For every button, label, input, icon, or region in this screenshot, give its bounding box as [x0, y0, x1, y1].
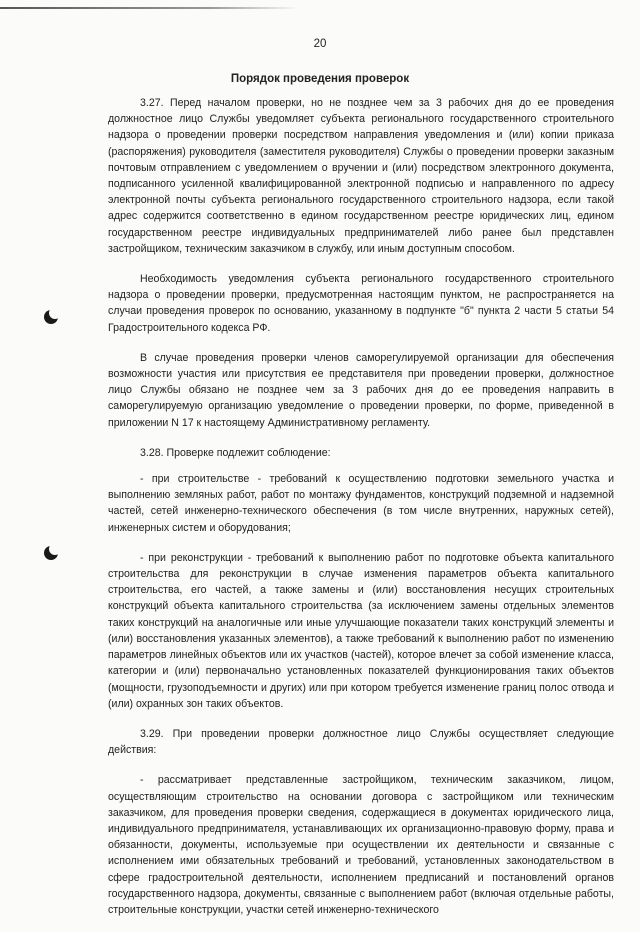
paragraph-3-28: 3.28. Проверке подлежит соблюдение:: [140, 446, 331, 459]
paragraph-reconstruction-requirements: - при реконструкции - требований к выполнению работ по подготовке объекта капитального строительства для реконструкции в случае изменения параметров объекта капитального строительства, его частей, а также замены и (или) восстановления несущих строительных конструкций объекта капитального строительства (за исключением замены отдельных элементов таких конструкций на аналогичные или иные улучшающие показатели таких конструкций элементы и (или) восстановления указанных элементов), а также требований к выполнению работ по изменению параметров линейных объектов или их участков (частей), которое влечет за собой изменение класса, категории и (или) первоначально установленных показателей функционирования таких объектов (мощности, грузоподъемности и других) или при котором требуется изменение границ полос отвода и (или) охранных зон таких объектов.: [108, 551, 614, 710]
paragraph-construction-requirements: - при строительстве - требований к осуществлению подготовки земельного участка и выполнению земляных работ, работ по монтажу фундаментов, конструкций подземной и надземной частей, сетей инженерно-технического обеспечения (в том числе внутренних, наружных сетей), инженерных систем и оборудования;: [108, 473, 614, 534]
paragraph-notice-exception: Необходимость уведомления субъекта регионального государственного строительного надзора о проведении проверки, предусмотренная настоящим пунктом, не распространяется на случаи проведения проверок по основанию, указанному в подпункте "б" пункта 2 части 5 статьи 54 Градостроительного кодекса РФ.: [108, 273, 614, 334]
paragraph-sro-notice: В случае проведения проверки членов саморегулируемой организации для обеспечения возможности участия или присутствия ее представителя при проведении проверки, должностное лицо Службы обязано не позднее чем за 3 рабочих дня до ее проведения направить в саморегулируемую организацию уведомление о проведении проверки, по форме, приведенной в приложении N 17 к настоящему Административному регламенту.: [108, 351, 614, 429]
paragraph-3-29: 3.29. При проведении проверки должностное лицо Службы осуществляет следующие действия:: [108, 727, 614, 757]
paragraph-inspection-actions: - рассматривает представленные застройщиком, техническим заказчиком, лицом, осуществляющим строительство на основании договора с застройщиком или техническим заказчиком, для проведения проверки сведения, содержащиеся в документах юридического лица, индивидуального предпринимателя, устанавливающих их организационно-правовую форму, права и обязанности, документы, используемые при осуществлении их деятельности и связанные с исполнением ими обязательных требований и требований, установленных законодательством в сфере градостроительной деятельности, исполнением предписаний и постановлений органов государственного надзора, документы, связанные с выполнением работ (включая отдельные работы, строительные конструкции, участки сетей инженерно-технического: [108, 774, 614, 916]
punch-hole-mark: [44, 310, 58, 324]
document-body: [108, 95, 614, 932]
punch-hole-mark: [44, 546, 58, 560]
paragraph-3-27: 3.27. Перед началом проверки, но не позднее чем за 3 рабочих дня до ее проведения должностное лицо Службы уведомляет субъекта регионального государственного строительного надзора о проведении проверки посредством направления уведомления и (или) копии приказа (распоряжения) руководителя (заместителя руководителя) Службы о проведении проверки заказным почтовым отправлением с уведомлением о вручении и (или) посредством электронного документа, подписанного усиленной квалифицированной электронной подписью и направленного по адресу электронной почты субъекта регионального государственного строительного надзора, если такой адрес содержится соответственно в едином государственном реестре юридических лиц, едином государственном реестре индивидуальных предпринимателей либо ранее был представлен застройщиком, техническим заказчиком в службу, или иным доступным способом.: [108, 97, 614, 255]
page-number: 20: [313, 38, 327, 50]
scan-artifact-line: [0, 7, 300, 9]
section-title: Порядок проведения проверок: [230, 73, 410, 85]
